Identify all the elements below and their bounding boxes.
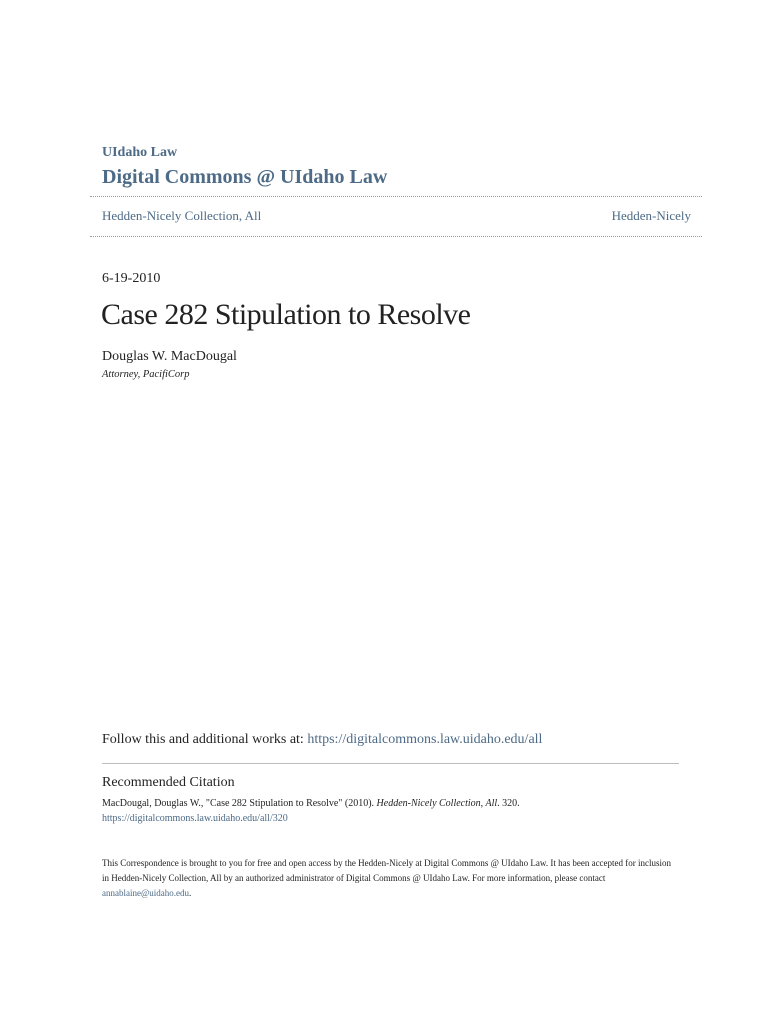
document-title: Case 282 Stipulation to Resolve	[101, 298, 471, 331]
citation-divider	[102, 763, 679, 764]
collection-link[interactable]: Hedden-Nicely Collection, All	[102, 208, 262, 223]
citation-collection: Hedden-Nicely Collection, All	[376, 798, 498, 809]
institution-name[interactable]: UIdaho Law	[102, 145, 178, 160]
follow-label: Follow this and additional works at:	[102, 732, 304, 747]
citation-url-link[interactable]: https://digitalcommons.law.uidaho.edu/all/320	[102, 813, 288, 824]
collection-links	[102, 208, 691, 224]
document-date: 6-19-2010	[102, 271, 161, 286]
citation-text	[102, 796, 682, 826]
notice-text: This Correspondence is brought to you for free and open access by the Hedden-Nicely at Digital Commons @ UIdaho Law. It has been accepted for inclusion in Hedden-Nicely Collection, All by an authorized administrator of Digital Commons @ UIdaho Law. For more information, please contact	[102, 858, 672, 883]
author-affiliation: Attorney, PacifiCorp	[102, 369, 190, 380]
repository-header	[102, 144, 702, 190]
divider-top	[90, 196, 702, 197]
contact-email-link[interactable]: annablaine@uidaho.edu	[102, 888, 190, 898]
author-name: Douglas W. MacDougal	[102, 349, 237, 364]
citation-main: MacDougal, Douglas W., "Case 282 Stipulation to Resolve" (2010).	[102, 798, 375, 809]
follow-url-link[interactable]: https://digitalcommons.law.uidaho.edu/all	[307, 732, 543, 747]
repository-name[interactable]: Digital Commons @ UIdaho Law	[102, 166, 388, 188]
notice-end: .	[189, 888, 192, 898]
follow-line	[102, 732, 542, 748]
recommended-citation-heading: Recommended Citation	[102, 775, 235, 790]
department-link[interactable]: Hedden-Nicely	[611, 208, 691, 223]
access-notice	[102, 856, 677, 901]
divider-bottom	[90, 236, 702, 237]
citation-number: . 320.	[497, 798, 520, 809]
